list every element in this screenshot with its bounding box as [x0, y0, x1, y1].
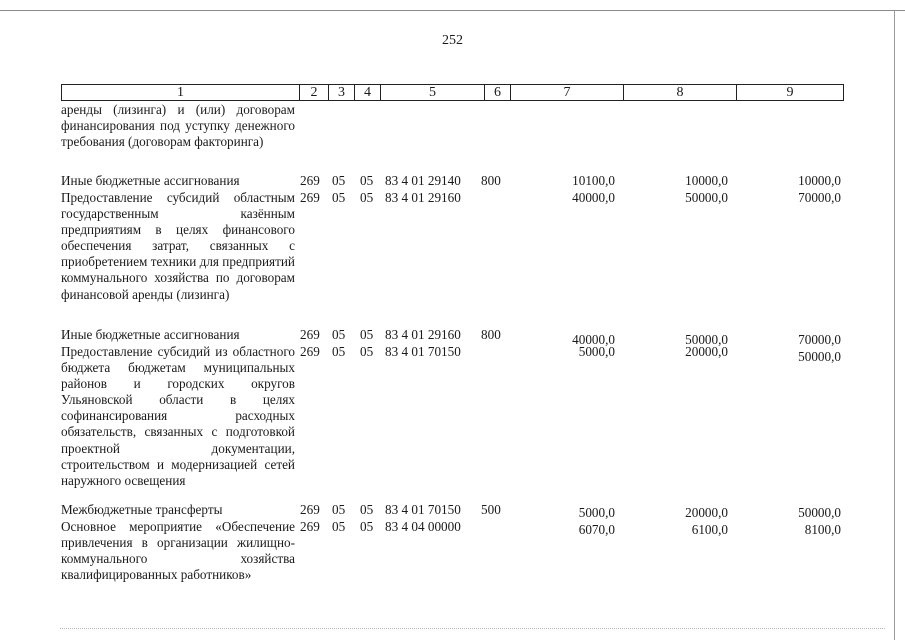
row-subsection: 05	[360, 519, 374, 534]
row-subsection: 05	[360, 502, 374, 517]
row-admin-code: 269	[300, 190, 320, 205]
row-subsection: 05	[360, 190, 374, 205]
row-expense-type: 800	[481, 327, 501, 342]
row-section: 05	[332, 173, 346, 188]
scan-edge-bottom	[60, 628, 885, 629]
row-amount-col7: 40000,0	[572, 332, 615, 347]
row-description: Межбюджетные трансферты	[61, 502, 223, 517]
header-col-1: 1	[62, 85, 300, 100]
row-amount-col8: 50000,0	[685, 190, 728, 205]
row-section: 05	[332, 190, 346, 205]
row-target-code: 83 4 04 00000	[385, 519, 461, 534]
row-amount-col7: 5000,0	[578, 344, 615, 359]
row-amount-col7: 10100,0	[572, 173, 615, 188]
row-amount-col9: 10000,0	[798, 173, 841, 188]
row-admin-code: 269	[300, 344, 320, 359]
row-admin-code: 269	[300, 327, 320, 342]
row-subsection: 05	[360, 344, 374, 359]
row-target-code: 83 4 01 70150	[385, 502, 461, 517]
row-amount-col8: 50000,0	[685, 332, 728, 347]
row-amount-col9: 50000,0	[798, 349, 841, 364]
row-amount-col8: 10000,0	[685, 173, 728, 188]
row-target-code: 83 4 01 29140	[385, 173, 461, 188]
header-col-2: 2	[300, 85, 329, 100]
row-amount-col7: 40000,0	[572, 190, 615, 205]
row-admin-code: 269	[300, 502, 320, 517]
row-amount-col8: 6100,0	[691, 522, 728, 537]
row-description: Основное мероприятие «Обеспечение привлечения в организации жилищно-коммунального хозяйства квалифицированных работников»	[61, 519, 295, 583]
row-amount-col7: 5000,0	[578, 505, 615, 520]
row-amount-col9: 70000,0	[798, 190, 841, 205]
page-edge-top	[0, 10, 905, 11]
row-admin-code: 269	[300, 173, 320, 188]
row-admin-code: 269	[300, 519, 320, 534]
row-target-code: 83 4 01 29160	[385, 327, 461, 342]
row-amount-col9: 8100,0	[804, 522, 841, 537]
row-amount-col8: 20000,0	[685, 505, 728, 520]
row-section: 05	[332, 327, 346, 342]
row-description: Иные бюджетные ассигнования	[61, 173, 240, 188]
row-amount-col7: 6070,0	[578, 522, 615, 537]
table-header	[61, 84, 844, 101]
row-description: аренды (лизинга) и (или) договорам финансирования под уступку денежного требования (договорам факторинга)	[61, 102, 295, 150]
row-amount-col9: 50000,0	[798, 505, 841, 520]
header-col-8: 8	[624, 85, 737, 100]
row-description: Предоставление субсидий областным государственным казённым предприятиям в целях финансового обеспечения затрат, связанных с приобретением техники для предприятий коммунального хозяйства по договорам финансовой аренды (лизинга)	[61, 190, 295, 302]
row-amount-col9: 70000,0	[798, 332, 841, 347]
row-target-code: 83 4 01 70150	[385, 344, 461, 359]
row-expense-type: 800	[481, 173, 501, 188]
row-target-code: 83 4 01 29160	[385, 190, 461, 205]
header-col-3: 3	[329, 85, 355, 100]
header-col-5: 5	[381, 85, 485, 100]
page-edge-right	[894, 10, 895, 640]
row-subsection: 05	[360, 327, 374, 342]
row-description: Иные бюджетные ассигнования	[61, 327, 240, 342]
row-section: 05	[332, 344, 346, 359]
page-number: 252	[442, 33, 463, 48]
header-col-9: 9	[786, 85, 794, 100]
header-col-6: 6	[485, 85, 511, 100]
row-section: 05	[332, 502, 346, 517]
row-amount-col8: 20000,0	[685, 344, 728, 359]
row-expense-type: 500	[481, 502, 501, 517]
row-subsection: 05	[360, 173, 374, 188]
header-col-4: 4	[355, 85, 381, 100]
row-section: 05	[332, 519, 346, 534]
header-col-7: 7	[511, 85, 624, 100]
row-description: Предоставление субсидий из областного бюджета бюджетам муниципальных районов и городских округов Ульяновской области в целях софинансирования расходных обязательств, связанных с подготовкой проектной документации, строительством и модернизацией сетей наружного освещения	[61, 344, 295, 488]
